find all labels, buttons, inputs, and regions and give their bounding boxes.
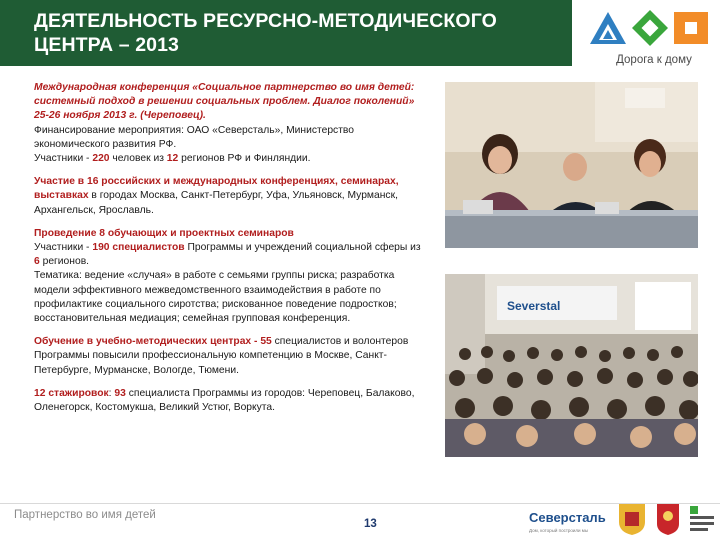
coat-of-arms-icon bbox=[615, 502, 649, 536]
seminars-topics: Тематика: ведение «случая» в работе с семьями группы риска; разработка модели эффективного межведомственного взаимодействия в работе по профилактике социального сиротства; рискованное поведение подростков; восстановительная медиация; семейная групповая конференция. bbox=[34, 270, 397, 325]
page-title-line1: ДЕЯТЕЛЬНОСТЬ РЕСУРСНО-МЕТОДИЧЕСКОГО bbox=[34, 10, 497, 32]
conference-audience-photo bbox=[445, 274, 698, 457]
conf-participants: Участники - 220 человек из 12 регионов РФ и Финляндии. bbox=[34, 153, 311, 165]
main-content bbox=[34, 81, 428, 415]
fund-logo-icon bbox=[688, 504, 716, 534]
vologda-coat-icon bbox=[655, 502, 681, 536]
conference-panel-photo bbox=[445, 82, 698, 248]
conf-funding: Финансирование мероприятия: ОАО «Северсталь», Министерство экономического развития РФ. bbox=[34, 124, 354, 150]
severstal-logo-subtext: Дом, который построили мы bbox=[529, 528, 589, 533]
logo-caption: Дорога к дому bbox=[616, 54, 692, 66]
interns-text: 12 стажировок: 93 специалиста Программы из городов: Череповец, Балаково, Оленегорск, Костомукша, Великий Устюг, Воркута. bbox=[34, 387, 415, 414]
page-title-line2: ЦЕНТРА – 2013 bbox=[34, 34, 179, 56]
square-icon bbox=[674, 12, 708, 44]
page-title bbox=[34, 9, 564, 57]
banner-text: Severstal bbox=[507, 299, 561, 313]
conf-title: Международная конференция «Социальное партнерство во имя детей: системный подход в решении социальных проблем. Диалог поколений» 25-26 ноября 2013 г. (Череповец). bbox=[34, 82, 415, 122]
training-text: Обучение в учебно-методических центрах - 55 специалистов и волонтеров Программы повысили профессиональную компетенцию в Москве, Санкт-Петербурге, Мурманске, Вологде, Тюмени. bbox=[34, 336, 409, 376]
severstal-logo-text: Северсталь bbox=[529, 510, 606, 525]
participation-text: Участие в 16 российских и международных конференциях, семинарах, выставках в городах Москва, Санкт-Петербург, Уфа, Ульяновск, Мурманск, Архангельск, Ярославль. bbox=[34, 176, 399, 216]
seminars-participants: Участники - 190 специалистов Программы и учреждений социальной сферы из 6 регионов. bbox=[34, 242, 421, 268]
header-bar bbox=[0, 0, 572, 66]
page-number: 13 bbox=[364, 518, 377, 530]
diamond-icon bbox=[632, 10, 668, 46]
seminars-title: Проведение 8 обучающих и проектных семинаров bbox=[34, 227, 294, 239]
severstal-logo bbox=[527, 500, 607, 536]
footer-divider bbox=[0, 503, 720, 504]
triangle-icon bbox=[590, 12, 626, 44]
footer-slogan: Партнерство во имя детей bbox=[14, 509, 156, 521]
